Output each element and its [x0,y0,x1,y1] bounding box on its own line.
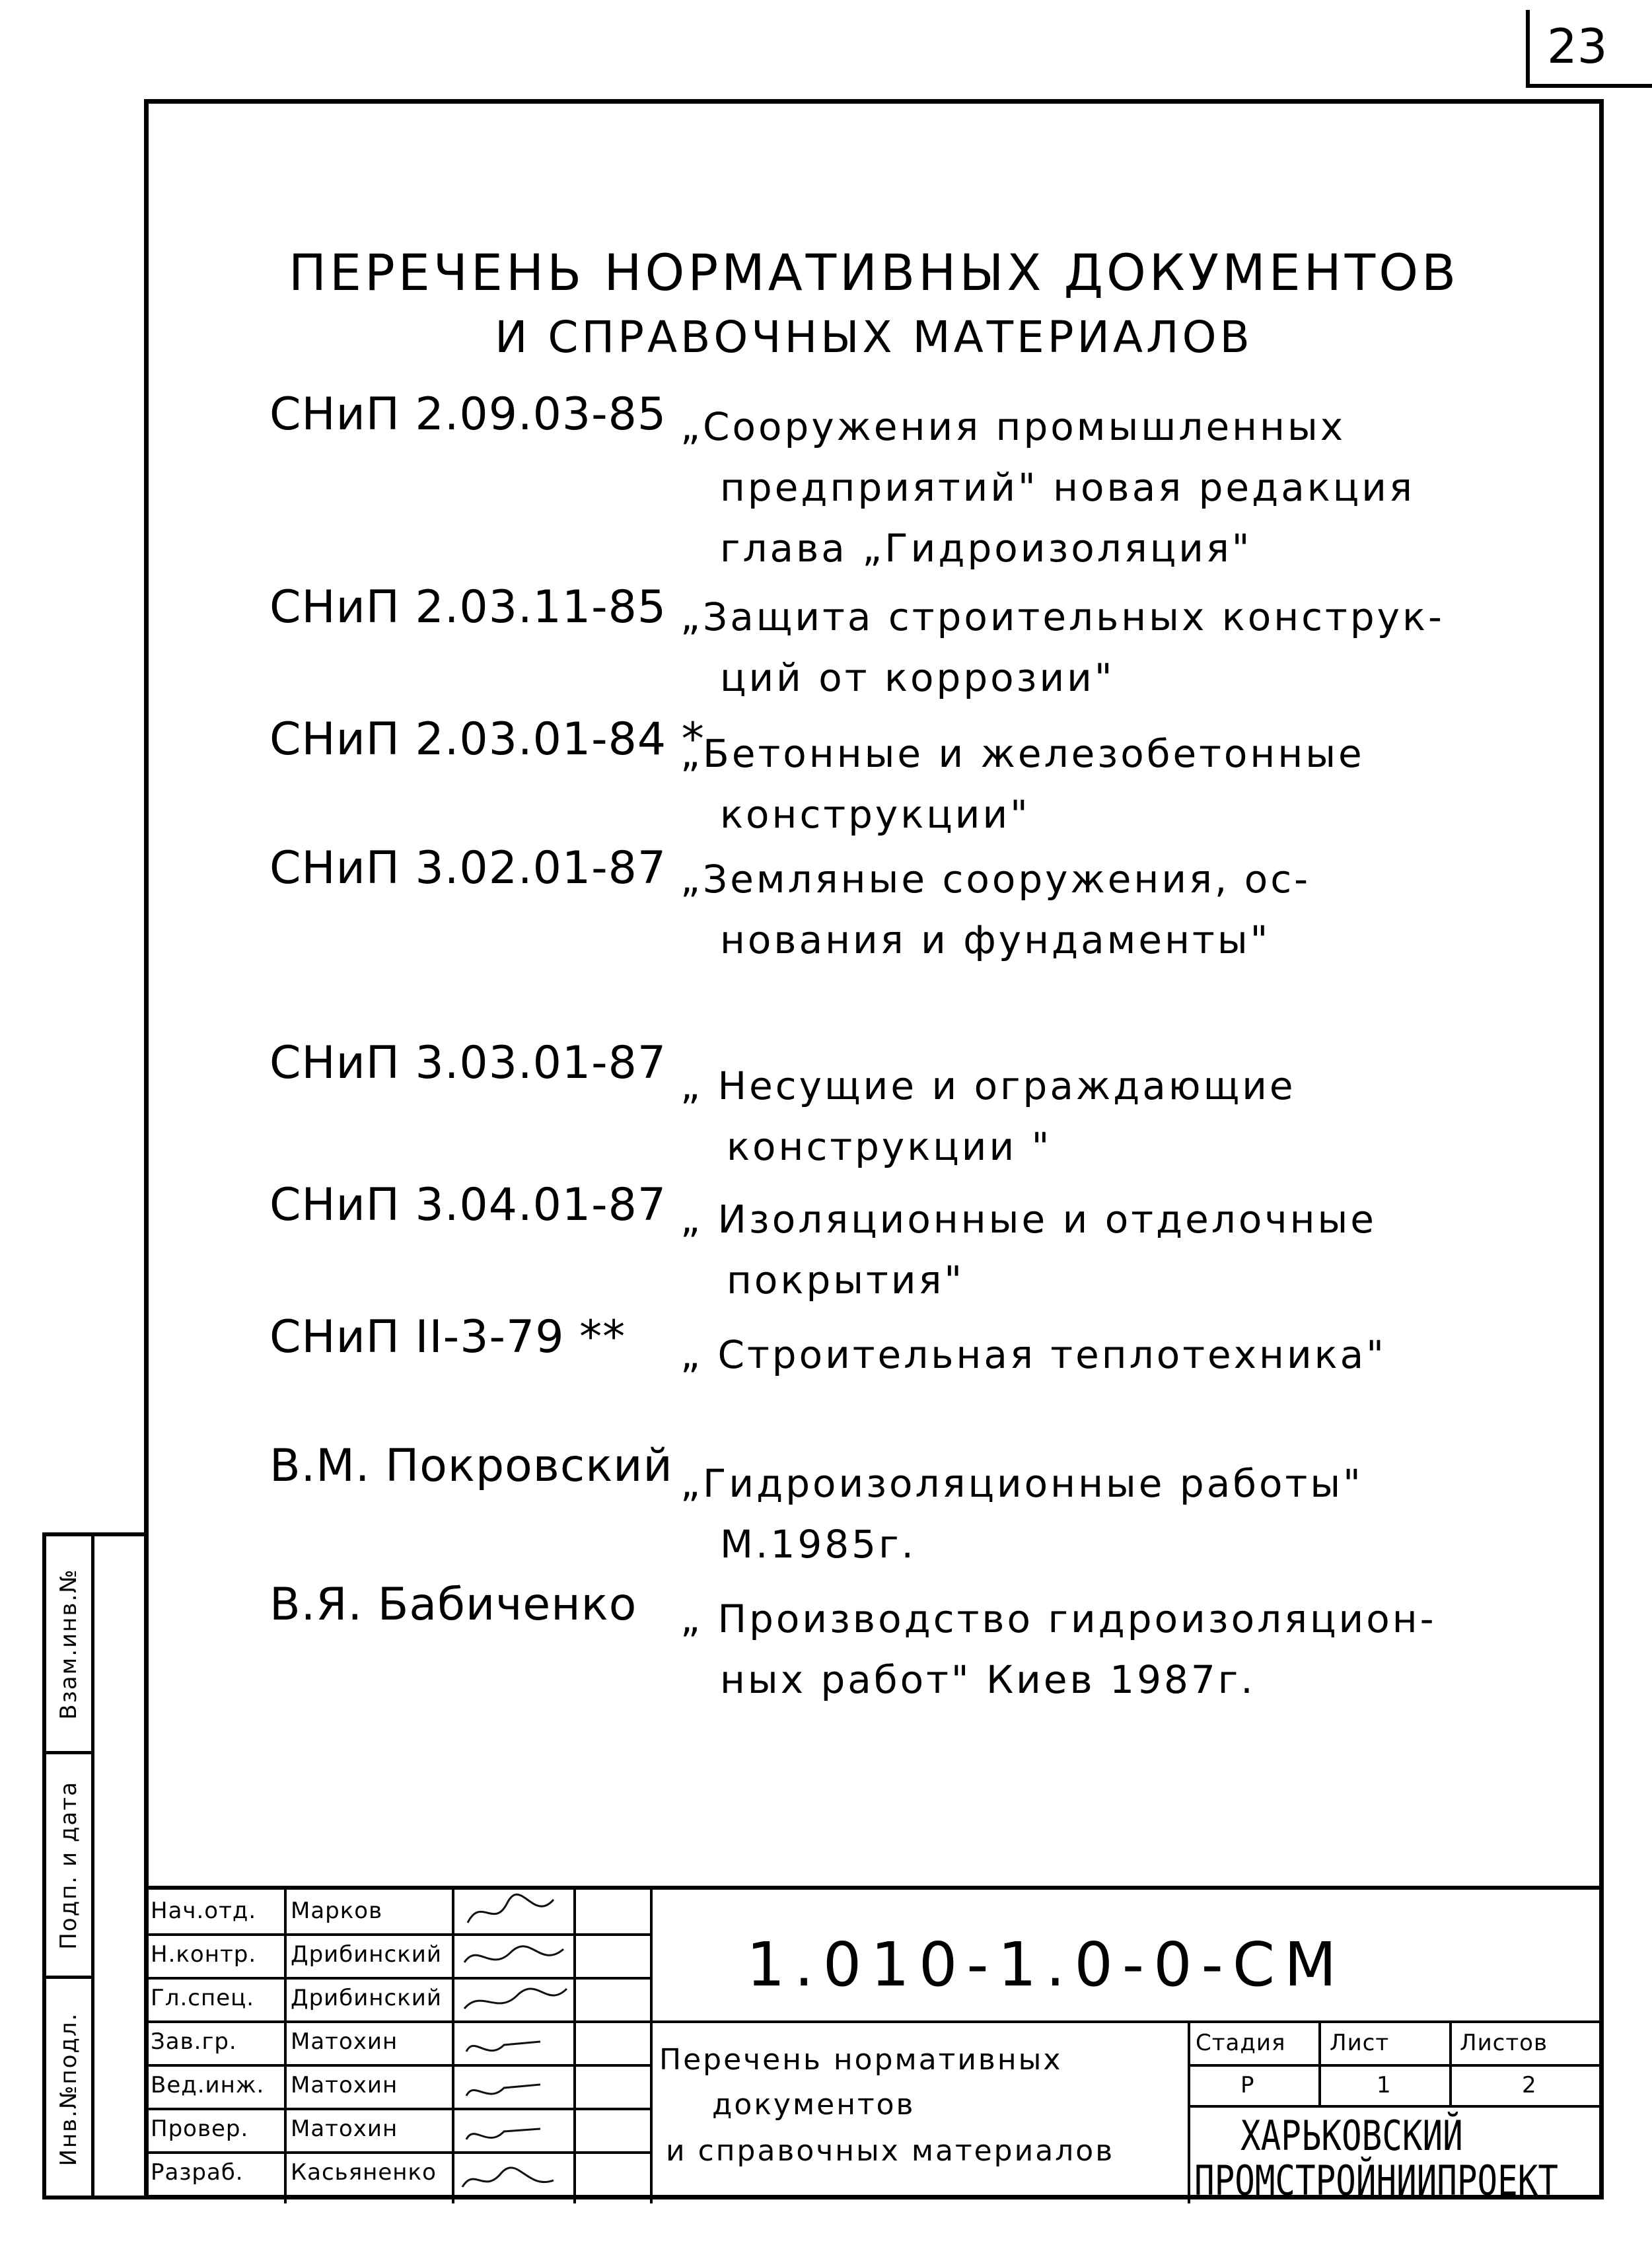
entry-desc [680,1589,1539,1710]
margin-label-podp: Подп. и дата [55,1780,82,1950]
entry-desc-line: „Сооружения промышленных [680,404,1346,449]
entry-code: СНиП 3.02.01-87 [269,842,667,894]
entry-desc-line: „Бетонные и железобетонные [680,731,1365,776]
entry-desc-line: ций от коррозии" [720,655,1115,700]
entry-code: СНиП 3.04.01-87 [269,1179,667,1231]
entry-desc-line: „Гидроизоляционные работы" [680,1461,1363,1506]
entry-code: СНиП II-3-79 ** [269,1311,626,1363]
entry-desc [680,1189,1539,1310]
entry-desc-line: „Земляные сооружения, ос- [680,857,1311,902]
entry-desc-line: „Защита строительных конструк- [680,594,1445,639]
organization-line: ХАРЬКОВСКИЙ [1240,2112,1463,2160]
entry-desc [680,587,1539,708]
heading-line-2: И СПРАВОЧНЫХ МАТЕРИАЛОВ [495,312,1253,363]
entry-desc-line: конструкции " [727,1124,1052,1169]
role-label: Гл.спец. [151,1985,255,2011]
signatures [454,1890,573,2203]
role-label: Нач.отд. [151,1898,257,1924]
doc-title-line: и справочных материалов [666,2134,1115,2168]
margin-cell-podp [46,1754,94,1979]
role-name: Матохин [291,2116,398,2142]
sheet-label: Лист [1330,2030,1390,2056]
role-name: Касьяненко [291,2159,437,2186]
entry-desc-line: нования и фундаменты" [720,917,1271,962]
document-code: 1.010-1.0-0-СМ [746,1929,1346,2000]
entry-desc-line: „ Строительная теплотехника" [680,1332,1386,1377]
entry-desc [680,1055,1539,1177]
doc-title-line: Перечень нормативных [659,2043,1063,2077]
entry-desc [680,723,1539,845]
role-label: Разраб. [151,2159,244,2186]
entry-desc-line: „ Несущие и ограждающие [680,1063,1296,1108]
sheets-label: Листов [1460,2030,1548,2056]
role-label: Вед.инж. [151,2072,265,2098]
entry-desc-line: ных работ" Киев 1987г. [720,1657,1256,1702]
entry-desc [680,849,1539,970]
heading-line-1: ПЕРЕЧЕНЬ НОРМАТИВНЫХ ДОКУМЕНТОВ [288,243,1460,302]
role-name: Матохин [291,2072,398,2098]
role-name: Матохин [291,2028,398,2055]
organization-line: ПРОМСТРОЙНИИПРОЕКТ [1194,2157,1558,2205]
role-name: Дрибинский [291,1985,442,2011]
entry-desc [680,1453,1539,1575]
entry-desc-line: конструкции" [720,792,1030,837]
entry-desc-line: покрытия" [727,1258,965,1303]
doc-title-line: документов [712,2088,916,2122]
entry-code: СНиП 2.09.03-85 [269,388,667,441]
entry-desc-line: глава „Гидроизоляция" [720,526,1252,571]
entry-desc [680,396,1539,579]
entry-desc-line: „ Производство гидроизоляцион- [680,1596,1437,1641]
role-label: Провер. [151,2116,249,2142]
margin-label-vzam: Взам.инв.№ [55,1567,82,1720]
role-name: Дрибинский [291,1941,442,1968]
entry-desc-line: предприятий" новая редакция [720,465,1415,510]
stage-value: Р [1240,2072,1255,2098]
entry-desc-line: М.1985г. [720,1522,916,1567]
margin-stamp-strip [42,1532,144,2199]
entry-desc [680,1324,1539,1385]
margin-label-inv: Инв.№подл. [55,2012,82,2166]
sheets-value: 2 [1522,2072,1537,2098]
entry-code: В.Я. Бабиченко [269,1579,637,1631]
stage-label: Стадия [1196,2030,1286,2056]
title-block [144,1886,1604,2205]
sheet-number: 23 [1526,10,1652,88]
role-label: Зав.гр. [151,2028,237,2055]
entry-code: СНиП 3.03.01-87 [269,1037,667,1089]
role-label: Н.контр. [151,1941,257,1968]
role-name: Марков [291,1898,383,1924]
margin-cell-inv [46,1979,94,2199]
entry-desc-line: „ Изоляционные и отделочные [680,1197,1377,1242]
entry-code: В.М. Покровский [269,1440,673,1492]
margin-cell-vzam [46,1536,94,1754]
entry-code: СНиП 2.03.11-85 [269,581,667,633]
entry-code: СНиП 2.03.01-84 * [269,713,705,766]
sheet-value: 1 [1377,2072,1392,2098]
